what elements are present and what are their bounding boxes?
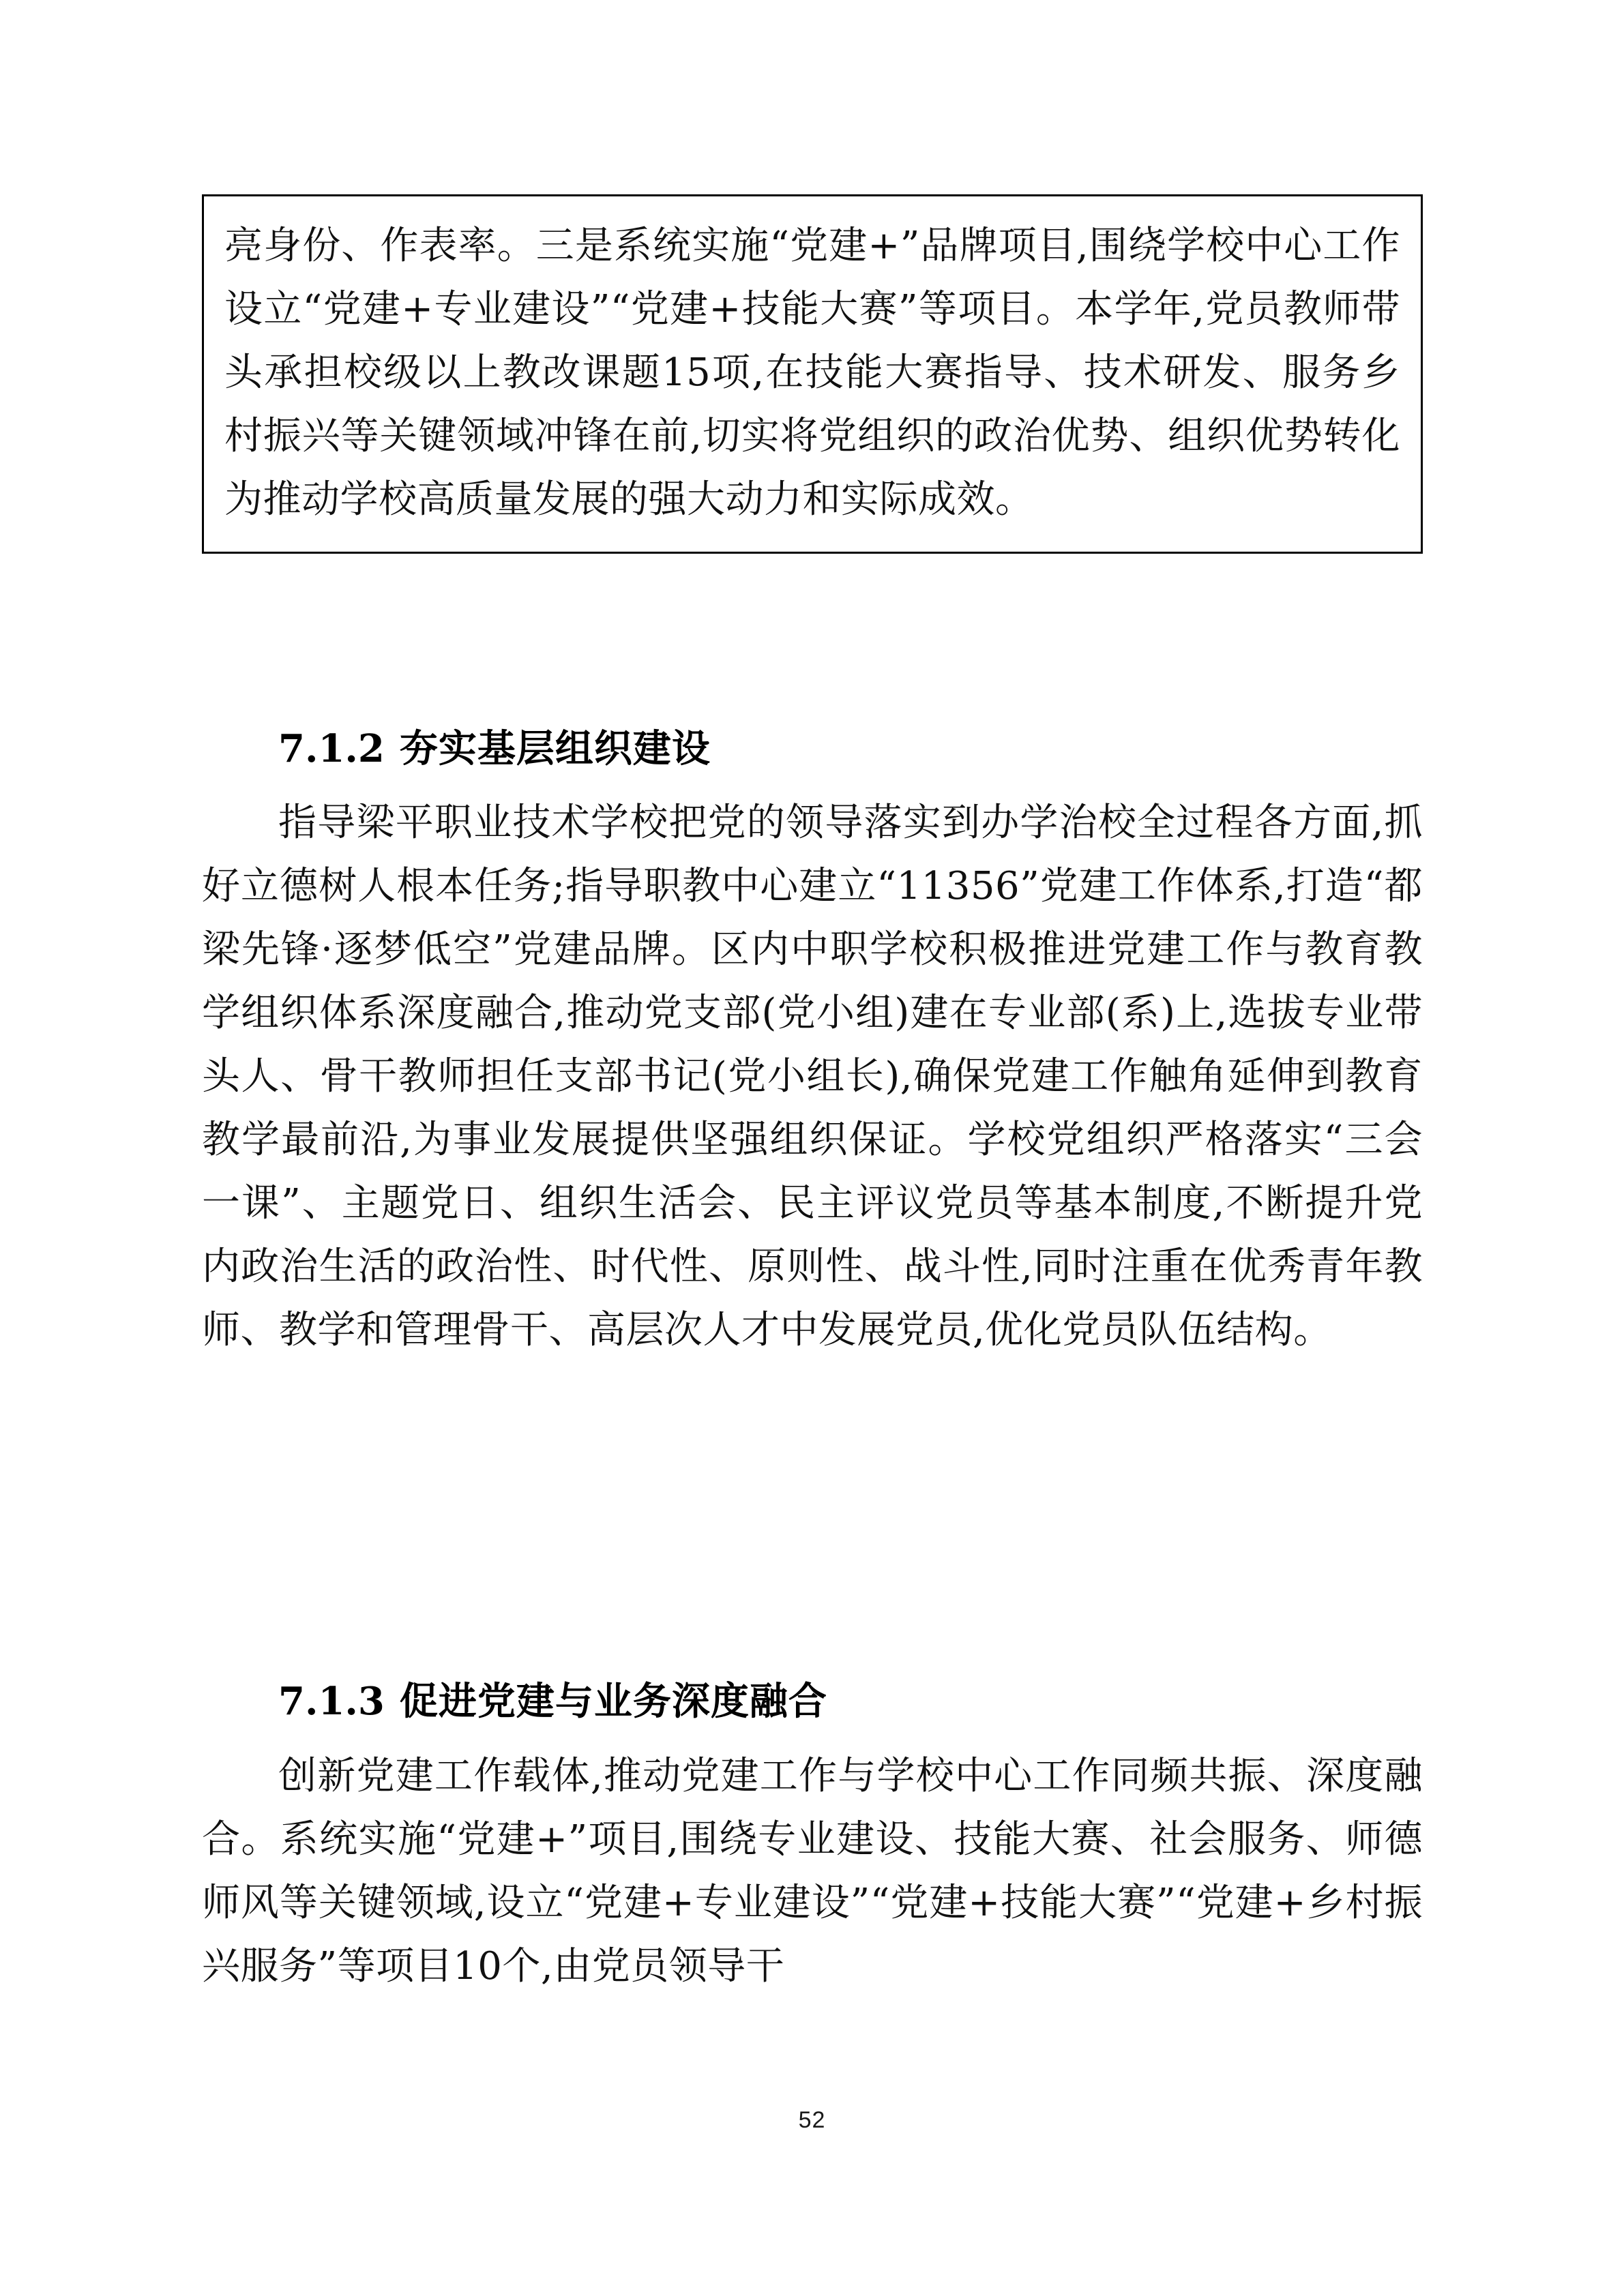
section-heading-7-1-2 <box>202 719 1423 778</box>
page-number: 52 <box>798 2107 826 2133</box>
framed-callout-box <box>202 194 1423 554</box>
framed-paragraph-text: 亮身份、作表率。三是系统实施“党建+”品牌项目,围绕学校中心工作设立“党建+专业建设”“党建+技能大赛”等项目。本学年,党员教师带头承担校级以上教改课题15项,在技能大赛指导、技术研发、服务乡村振兴等关键领域冲锋在前,切实将党组织的政治优势、组织优势转化为推动学校高质量发展的强大动力和实际成效。 <box>224 224 1400 522</box>
section-body-7-1-3: 创新党建工作载体,推动党建工作与学校中心工作同频共振、深度融合。系统实施“党建+”项目,围绕专业建设、技能大赛、社会服务、师德师风等关键领域,设立“党建+专业建设”“党建+技能大赛”“党建+乡村振兴服务”等项目10个,由党员领导干 <box>202 1754 1423 1988</box>
section-title-7-1-2: 夯实基层组织建设 <box>399 726 711 771</box>
section-number-7-1-3: 7.1.3 <box>278 1679 385 1724</box>
section-body-7-1-2: 指导梁平职业技术学校把党的领导落实到办学治校全过程各方面,抓好立德树人根本任务;指导职教中心建立“11356”党建工作体系,打造“都梁先锋·逐梦低空”党建品牌。区内中职学校积极推进党建工作与教育教学组织体系深度融合,推动党支部(党小组)建在专业部(系)上,选拔专业带头人、骨干教师担任支部书记(党小组长),确保党建工作触角延伸到教育教学最前沿,为事业发展提供坚强组织保证。学校党组织严格落实“三会一课”、主题党日、组织生活会、民主评议党员等基本制度,不断提升党内政治生活的政治性、时代性、原则性、战斗性,同时注重在优秀青年教师、教学和管理骨干、高层次人才中发展党员,优化党员队伍结构。 <box>202 801 1423 1352</box>
section-heading-7-1-3 <box>202 1672 1423 1731</box>
section-number-7-1-2: 7.1.2 <box>278 726 385 771</box>
section-title-7-1-3: 促进党建与业务深度融合 <box>399 1679 827 1724</box>
